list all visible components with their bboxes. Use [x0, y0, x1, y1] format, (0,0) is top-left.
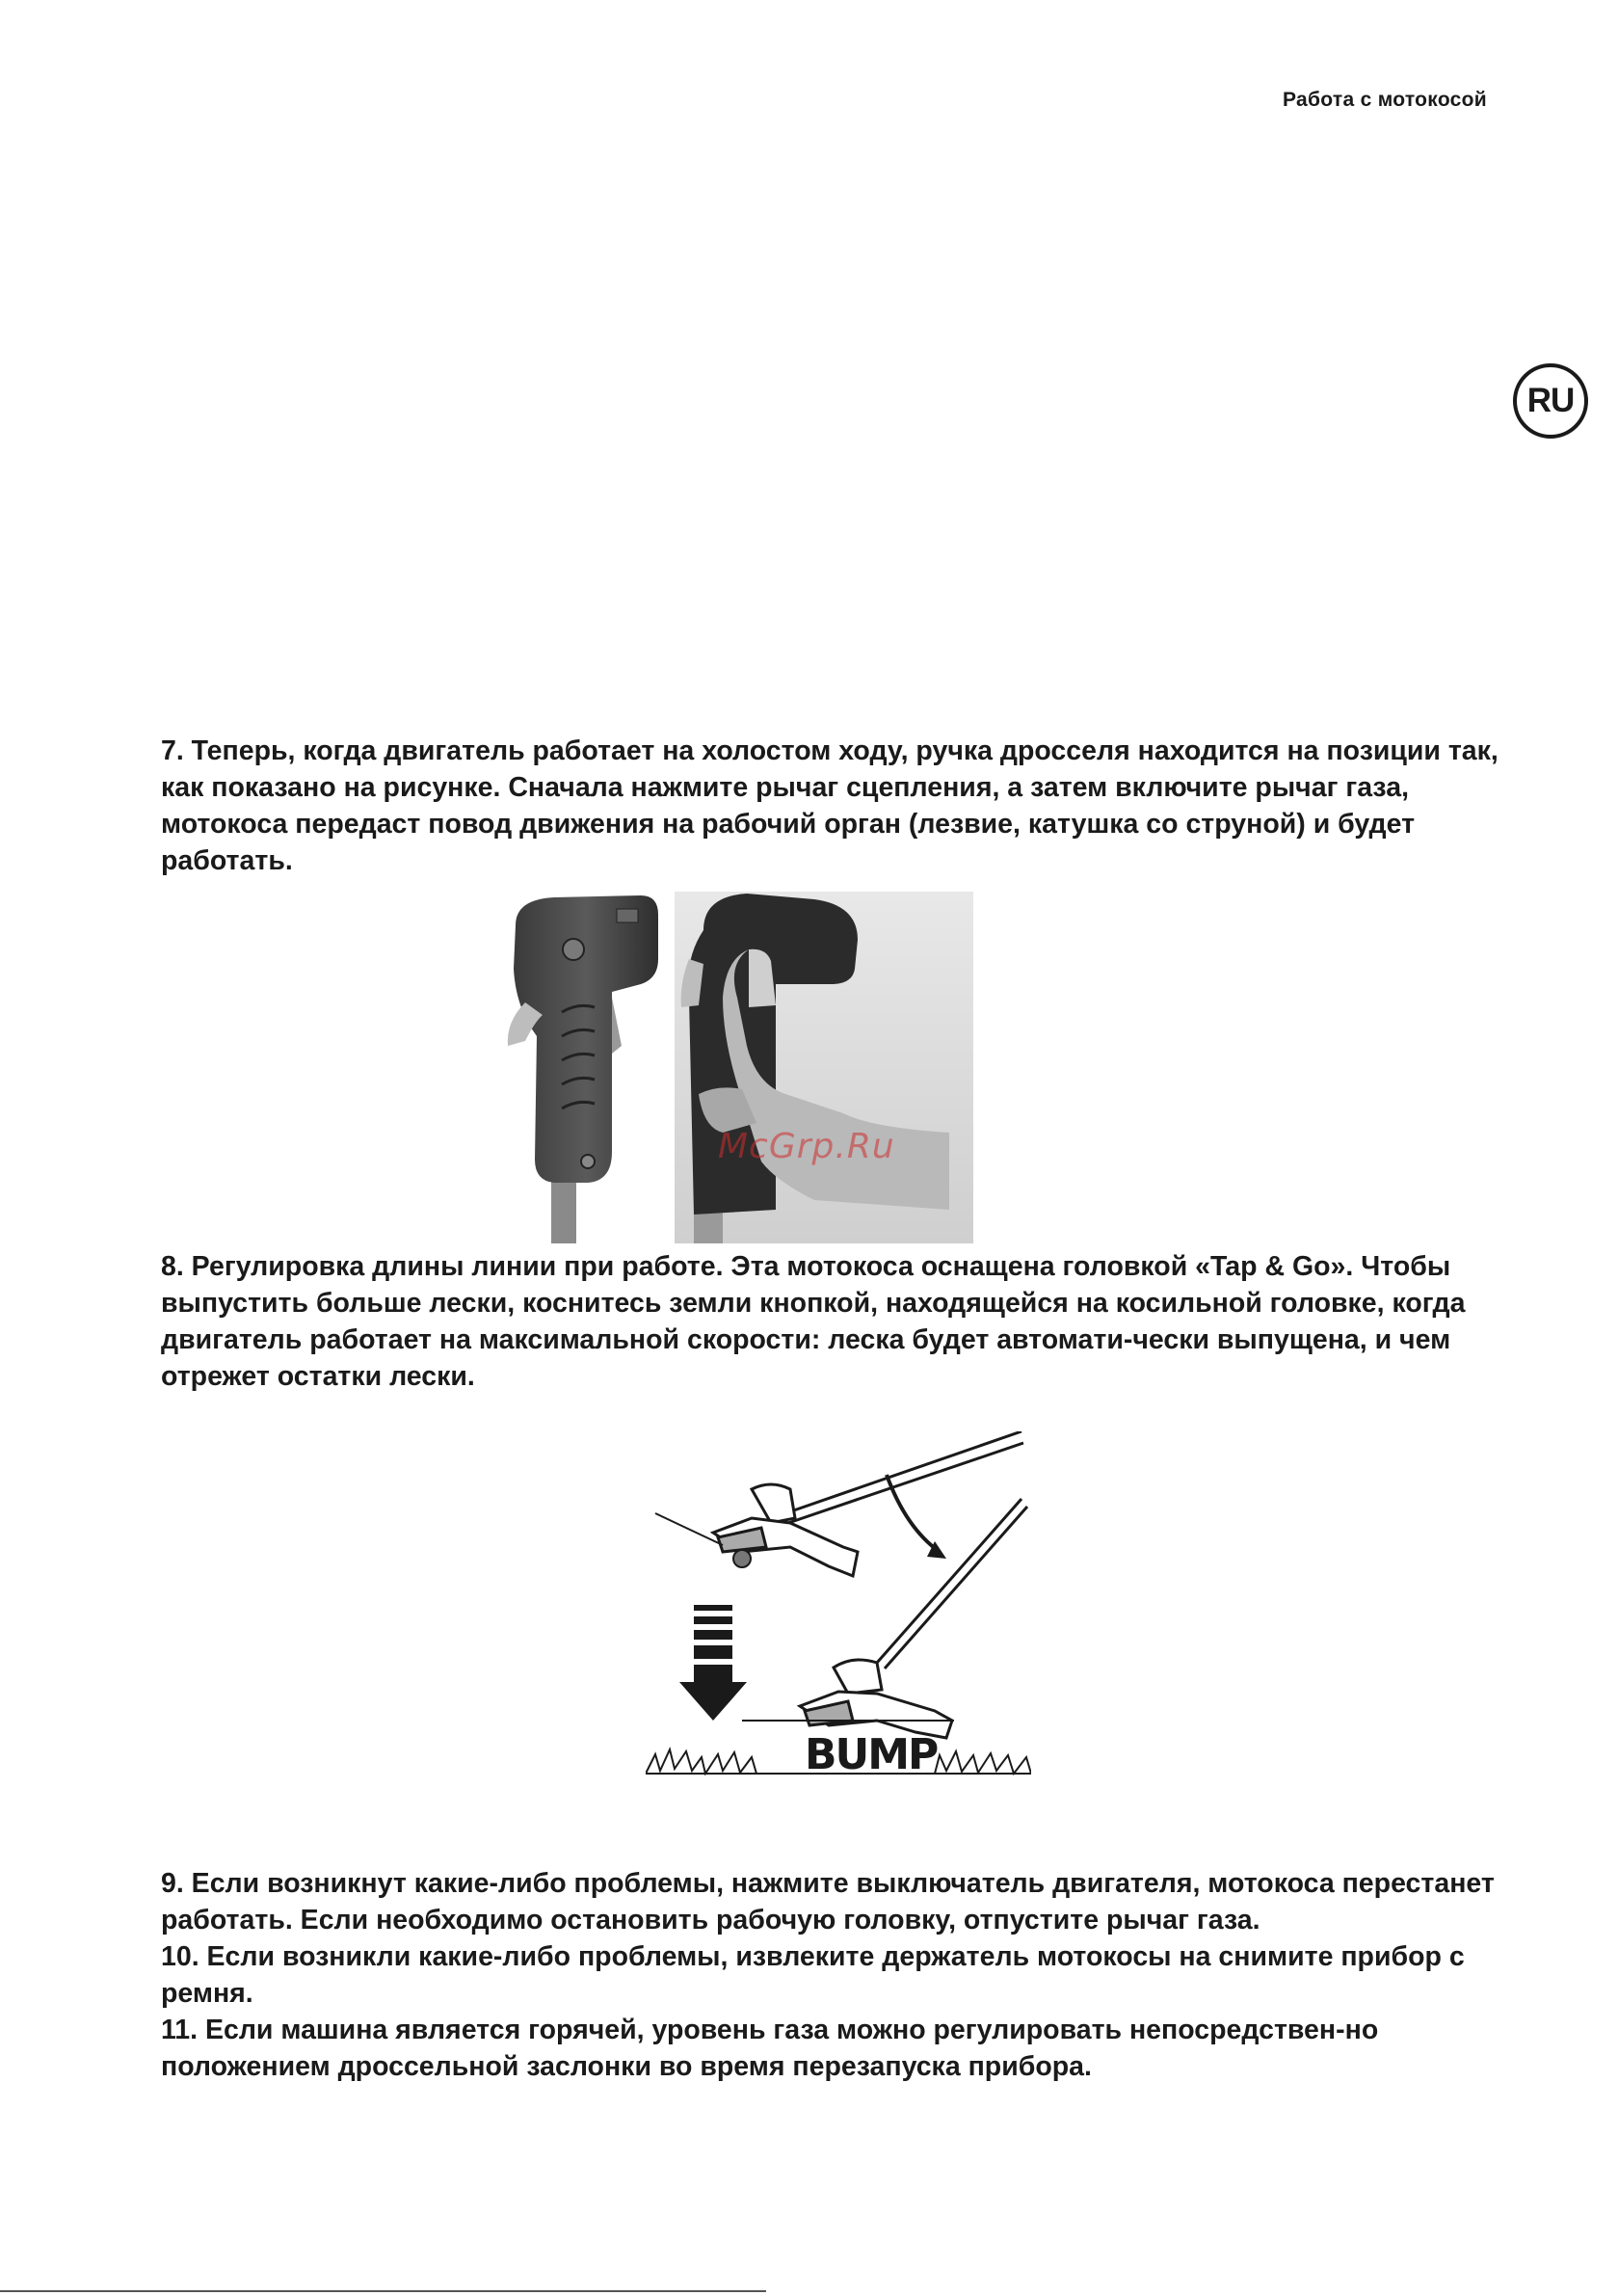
page-header-title: Работа с мотокосой — [1283, 89, 1487, 111]
bump-feed-illustration — [646, 1431, 1031, 1788]
handle-right-image — [675, 892, 973, 1243]
language-badge: RU — [1513, 363, 1588, 439]
bump-feed-figure — [646, 1431, 1031, 1788]
paragraph-7: 7. Теперь, когда двигатель работает на холостом ходу, ручка дросселя находится на позиции так, как показано на рисунке. Сначала нажмите рычаг сцепления, а затем включите рычаг газа, мотокоса передаст повод движения на рабочий орган (лезвие, катушка со струной) и будет работать. — [161, 735, 1499, 876]
paragraph-8: 8. Регулировка длины линии при работе. Эта мотокоса оснащена головкой «Tap & Go». Чтобы выпустить больше лески, коснитесь земли кнопкой, находящейся на косильной головке, когда двигатель работает на максимальной скорости: леска будет автомати-чески выпущена, и чем отрежет остатки лески. — [161, 1251, 1466, 1392]
bump-label: BUMP — [805, 1730, 938, 1779]
throttle-handle-illustration — [496, 892, 973, 1243]
paragraph-9: 9. Если возникнут какие-либо проблемы, нажмите выключатель двигателя, мотокоса перестанет работать. Если необходимо остановить рабочую головку, отпустите рычаг газа. — [161, 1868, 1495, 1936]
throttle-handle-figure — [496, 892, 973, 1243]
handle-left-image — [508, 895, 658, 1243]
watermark-text: McGrp.Ru — [718, 1127, 895, 1166]
footer-divider — [0, 2290, 766, 2292]
paragraph-11: 11. Если машина является горячей, уровень газа можно регулировать непосредствен-но положением дроссельной заслонки во время перезапуска прибора. — [161, 2015, 1379, 2082]
paragraph-9-11 — [161, 1865, 1500, 2085]
paragraph-10: 10. Если возникли какие-либо проблемы, извлеките держатель мотокосы на снимите прибор с ремня. — [161, 1941, 1465, 2009]
